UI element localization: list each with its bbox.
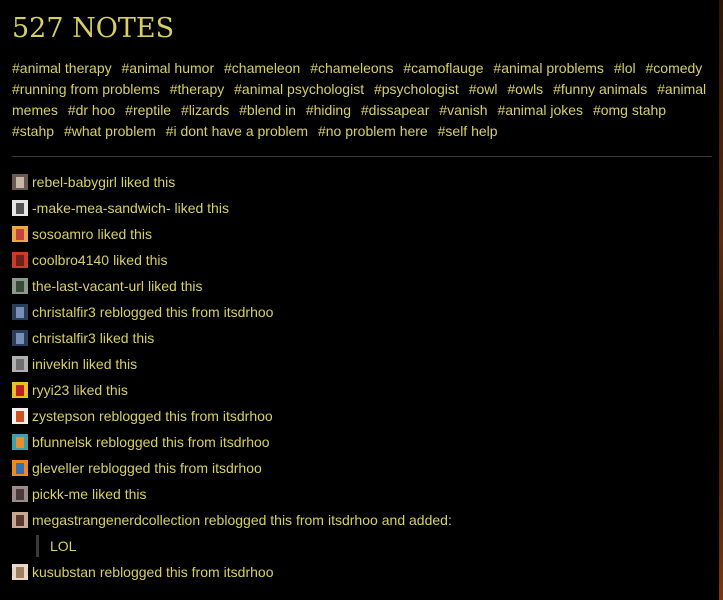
- notes-list: [12, 169, 712, 585]
- note-username-link[interactable]: sosoamro: [32, 226, 94, 242]
- note-row: [12, 455, 712, 481]
- avatar-gleveller-icon[interactable]: [12, 460, 28, 476]
- tag-link[interactable]: #vanish: [439, 102, 488, 118]
- note-action-text: liked this: [113, 252, 168, 268]
- note-username-link[interactable]: pickk-me: [32, 486, 89, 502]
- note-username-link[interactable]: christalfir3: [32, 330, 96, 346]
- note-username-link[interactable]: christalfir3: [32, 304, 96, 320]
- avatar-the-last-vacant-url-icon[interactable]: [12, 278, 28, 294]
- note-username-link[interactable]: rebel-babygirl: [32, 174, 117, 190]
- note-row: [12, 429, 712, 455]
- avatar-bfunnelsk-icon[interactable]: [12, 434, 28, 450]
- tag-link[interactable]: #therapy: [169, 81, 225, 97]
- avatar-coolbro4140-icon[interactable]: [12, 252, 28, 268]
- note-action-text: liked this: [73, 382, 128, 398]
- page-edge-decoration: [719, 0, 723, 600]
- note-row: [12, 507, 712, 533]
- tag-link[interactable]: #what problem: [63, 123, 156, 139]
- note-action-text: liked this: [97, 226, 152, 242]
- note-action-text: reblogged this from: [99, 564, 220, 580]
- avatar-make-mea-sandwich-icon[interactable]: [12, 200, 28, 216]
- avatar-megastrangenerdcollection-icon[interactable]: [12, 512, 28, 528]
- tag-link[interactable]: #animal psychologist: [234, 81, 365, 97]
- note-row: [12, 377, 712, 403]
- note-source-link[interactable]: itsdrhoo: [223, 304, 274, 320]
- reblog-comment-quote: [36, 533, 712, 559]
- notes-panel: [12, 0, 712, 585]
- note-source-link[interactable]: itsdrhoo: [219, 434, 270, 450]
- note-username-link[interactable]: the-last-vacant-url: [32, 278, 145, 294]
- avatar-sosoamro-icon[interactable]: [12, 226, 28, 242]
- avatar-christalfir3-icon[interactable]: [12, 304, 28, 320]
- note-action-text: reblogged this from: [204, 512, 324, 528]
- quote-text: LOL: [50, 538, 77, 554]
- avatar-christalfir3-icon[interactable]: [12, 330, 28, 346]
- tag-link[interactable]: #chameleon: [224, 60, 301, 76]
- note-action-text: reblogged this from: [99, 408, 219, 424]
- tag-link[interactable]: #self help: [437, 123, 498, 139]
- tag-link[interactable]: #animal problems: [493, 60, 604, 76]
- tag-link[interactable]: #camoflauge: [403, 60, 484, 76]
- note-added-text: and added:: [381, 512, 452, 528]
- note-source-link[interactable]: itsdrhoo: [223, 564, 274, 580]
- tag-link[interactable]: #owls: [507, 81, 544, 97]
- note-row: [12, 273, 712, 299]
- note-username-link[interactable]: zystepson: [32, 408, 96, 424]
- tag-link[interactable]: #i dont have a problem: [165, 123, 309, 139]
- note-action-text: liked this: [174, 200, 229, 216]
- note-username-link[interactable]: coolbro4140: [32, 252, 110, 268]
- tag-link[interactable]: #owl: [468, 81, 498, 97]
- divider: [12, 156, 712, 157]
- note-username-link[interactable]: gleveller: [32, 460, 85, 476]
- avatar-kusubstan-icon[interactable]: [12, 564, 28, 580]
- note-action-text: liked this: [148, 278, 203, 294]
- tag-link[interactable]: #animal therapy: [12, 60, 112, 76]
- avatar-pickk-me-icon[interactable]: [12, 486, 28, 502]
- note-username-link[interactable]: inivekin: [32, 356, 79, 372]
- note-action-text: liked this: [82, 356, 138, 372]
- tag-link[interactable]: #hiding: [305, 102, 351, 118]
- note-source-link[interactable]: itsdrhoo: [211, 460, 262, 476]
- quote-bar: [36, 535, 39, 557]
- note-row: [12, 169, 712, 195]
- note-action-text: liked this: [92, 486, 147, 502]
- avatar-rebel-babygirl-icon[interactable]: [12, 174, 28, 190]
- note-username-link[interactable]: kusubstan: [32, 564, 96, 580]
- note-username-link[interactable]: -make-mea-sandwich-: [32, 200, 171, 216]
- tag-link[interactable]: #blend in: [239, 102, 296, 118]
- note-source-link[interactable]: itsdrhoo: [222, 408, 273, 424]
- note-username-link[interactable]: megastrangenerdcollection: [32, 512, 201, 528]
- tag-link[interactable]: #comedy: [645, 60, 703, 76]
- note-action-text: reblogged this from: [99, 304, 220, 320]
- tag-list: [12, 58, 712, 142]
- tag-link[interactable]: #funny animals: [553, 81, 648, 97]
- tag-link[interactable]: #stahp: [12, 123, 55, 139]
- note-action-text: liked this: [120, 174, 176, 190]
- tag-link[interactable]: #animal memes: [12, 81, 707, 118]
- tag-link[interactable]: #lol: [613, 60, 636, 76]
- tag-link[interactable]: #dr hoo: [67, 102, 116, 118]
- note-row: [12, 299, 712, 325]
- note-username-link[interactable]: bfunnelsk: [32, 434, 92, 450]
- tag-link[interactable]: #psychologist: [373, 81, 459, 97]
- note-action-text: reblogged this from: [88, 460, 208, 476]
- tag-link[interactable]: #chameleons: [310, 60, 394, 76]
- avatar-zystepson-icon[interactable]: [12, 408, 28, 424]
- tag-link[interactable]: #lizards: [180, 102, 230, 118]
- note-row: [12, 325, 712, 351]
- note-row: [12, 559, 712, 585]
- note-row: [12, 403, 712, 429]
- note-row: [12, 481, 712, 507]
- tag-link[interactable]: #omg stahp: [592, 102, 667, 118]
- note-source-link[interactable]: itsdrhoo: [327, 512, 378, 528]
- note-row: [12, 221, 712, 247]
- tag-link[interactable]: #animal humor: [121, 60, 215, 76]
- note-row: [12, 195, 712, 221]
- note-row: [12, 247, 712, 273]
- notes-count-title: 527 NOTES: [12, 13, 175, 44]
- tag-link[interactable]: #dissapear: [360, 102, 430, 118]
- note-row: [12, 351, 712, 377]
- tag-link[interactable]: #animal jokes: [497, 102, 584, 118]
- note-action-text: liked this: [99, 330, 155, 346]
- note-username-link[interactable]: ryyi23: [32, 382, 70, 398]
- avatar-ryyi23-icon[interactable]: [12, 382, 28, 398]
- tag-link[interactable]: #running from problems: [12, 81, 160, 97]
- tag-link[interactable]: #reptile: [125, 102, 172, 118]
- note-action-text: reblogged this from: [95, 434, 216, 450]
- avatar-inivekin-icon[interactable]: [12, 356, 28, 372]
- tag-link[interactable]: #no problem here: [317, 123, 428, 139]
